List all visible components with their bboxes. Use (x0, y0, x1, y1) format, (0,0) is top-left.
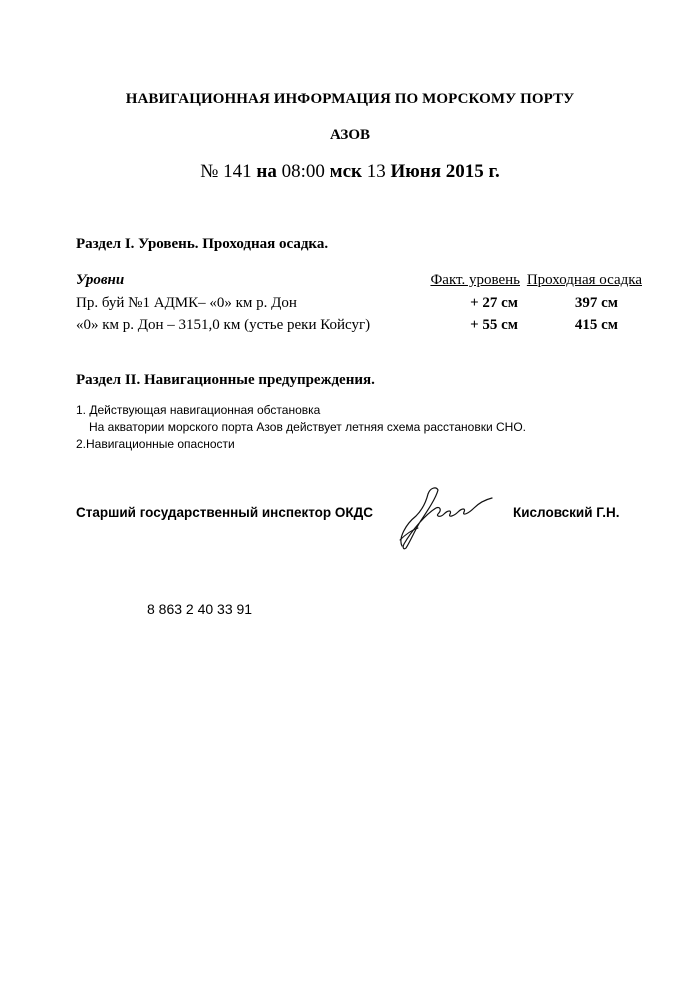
column-passing-draft: Проходная осадка (526, 272, 642, 288)
row-actual-level: + 55 см (470, 317, 518, 333)
signatory-name: Кисловский Г.Н. (513, 505, 620, 520)
at-word: на (256, 161, 277, 182)
table-row (76, 317, 642, 337)
bulletin-time: 08:00 (281, 161, 325, 182)
date-month: Июня (390, 161, 441, 182)
row-actual-level: + 27 см (470, 295, 518, 311)
document-title: НАВИГАЦИОННАЯ ИНФОРМАЦИЯ ПО МОРСКОМУ ПОРТУ (125, 91, 575, 107)
table-row (76, 295, 642, 315)
date-year: 2015 г. (445, 161, 500, 182)
column-levels: Уровни (76, 272, 125, 288)
section-1-title: Раздел I. Уровень. Проходная осадка. (76, 236, 329, 252)
row-name: «0» км р. Дон – 3151,0 км (устье реки Койсуг) (76, 317, 371, 333)
handwritten-signature (392, 480, 502, 552)
column-actual-level: Факт. уровень (430, 272, 520, 288)
number-sign: № (200, 161, 219, 182)
row-passing-draft: 397 см (574, 295, 618, 311)
signatory-position: Старший государственный инспектор ОКДС (76, 505, 374, 520)
bulletin-number: 141 (223, 161, 252, 182)
date-day: 13 (366, 161, 386, 182)
warning-item-1: 1. Действующая навигационная обстановка (76, 403, 321, 417)
phone-number: 8 863 2 40 33 91 (147, 601, 253, 617)
warning-item-2: 2.Навигационные опасности (76, 437, 235, 451)
row-name: Пр. буй №1 АДМК– «0» км р. Дон (76, 295, 297, 311)
warning-item-1-text: На акватории морского порта Азов действует летняя схема расстановки СНО. (89, 420, 527, 434)
table-header (76, 272, 642, 292)
port-name: АЗОВ (329, 127, 371, 143)
section-2-title: Раздел II. Навигационные предупреждения. (76, 372, 375, 388)
timezone: мск (329, 161, 362, 182)
bulletin-number-line (0, 161, 700, 183)
row-passing-draft: 415 см (574, 317, 618, 333)
